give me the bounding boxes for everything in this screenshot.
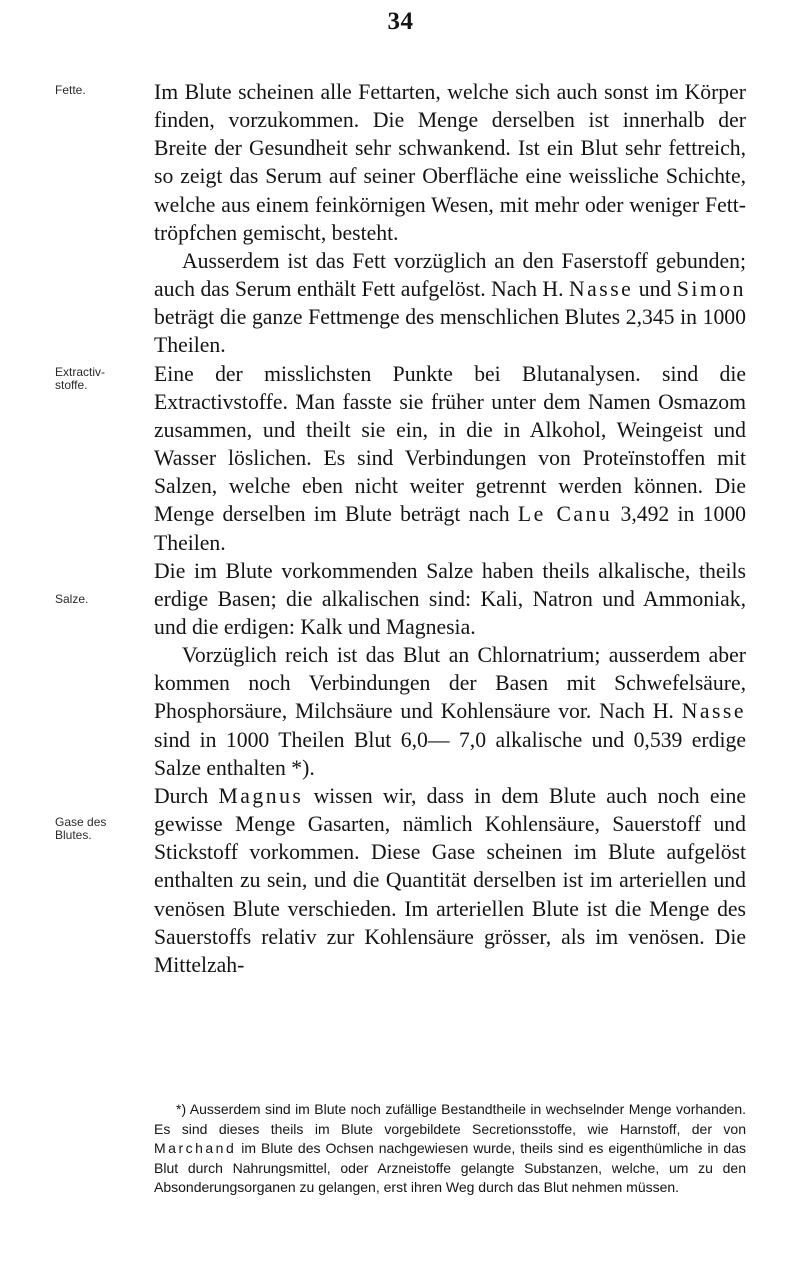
author-name: Marchand: [154, 1140, 237, 1157]
text-run: und: [633, 277, 677, 302]
paragraph: [154, 641, 746, 782]
author-name: Nasse: [681, 699, 746, 724]
text-run: Die im Blute vorkommenden Salze haben theils alkalische, theils erdige Basen; die alkalischen sind: Kali, Natron und Ammoniak, und die erdigen: Kalk und Magnesia.: [154, 558, 746, 639]
text-run: Im Blute scheinen alle Fettarten, welche sich auch sonst im Körper finden, vorzukommen. Die Menge derselben ist innerhalb der Breite der Gesundheit sehr schwankend. Ist ein Blut sehr fettreich, so zeigt das Serum auf seiner Oberfläche eine weissliche Schichte, welche aus einem feinkörnigen Wesen, mit mehr oder weniger Fetttröpfchen gemischt, besteht.: [154, 80, 746, 245]
margin-note-extractivstoffe: Extractiv- stoffe.: [55, 365, 106, 392]
paragraph: [154, 557, 746, 641]
paragraph: [154, 782, 746, 979]
text-run: im Blute des Ochsen nachgewiesen wurde, theils sind es eigenthümliche in das Blut durch Nahrungsmittel, oder Arzneistoffe gelangte Substanzen, welche, um zu den Absonderungsorganen zu gelangen, erst ihren Weg durch das Blut nehmen müssen.: [154, 1140, 746, 1196]
main-text: [154, 78, 746, 979]
text-run: wissen wir, dass in dem Blute auch noch eine gewisse Menge Gasarten, nämlich Kohlensäure, Sauerstoff und Stickstoff vorkommen. Diese Gase scheinen im Blute aufgelöst enthalten zu sein, und die Quantität derselben ist im arteriellen und venösen Blute verschieden. Im arteriellen Blute ist die Menge des Sauerstoffs relativ zur Kohlensäure grösser, als im venösen. Die Mittelzah-: [154, 783, 746, 977]
margin-note-salze: Salze.: [55, 592, 89, 606]
text-run: Vorzüglich reich ist das Blut an Chlornatrium; ausserdem aber kommen noch Verbindungen der Basen mit Schwefelsäure, Phosphorsäure, Milchsäure und Kohlensäure vor. Nach H.: [154, 643, 746, 724]
margin-note-fette: Fette.: [55, 83, 86, 97]
page-number: 34: [387, 8, 414, 35]
margin-note-gase: Gase des Blutes.: [55, 815, 107, 842]
text-run: sind in 1000 Theilen Blut 6,0— 7,0 alkalische und 0,539 erdige Salze enthalten *).: [154, 727, 746, 780]
paragraph: [154, 360, 746, 557]
author-name: Le Canu: [517, 502, 613, 527]
paragraph: [154, 78, 746, 247]
author-name: Simon: [676, 277, 746, 302]
paragraph: [154, 247, 746, 360]
text-run: Durch: [154, 783, 219, 808]
text-run: *) Ausserdem sind im Blute noch zufällige Bestandtheile in wechselnder Menge vorhanden. Es sind dieses theils im Blute vorgebildete Secretionsstoffe, wie Harnstoff, der von: [154, 1101, 746, 1137]
author-name: Nasse: [569, 277, 634, 302]
text-run: 3,492 in 1000 Theilen.: [154, 502, 747, 555]
text-run: Eine der misslichsten Punkte bei Blutanalysen. sind die Extractivstoffe. Man fasste sie früher unter dem Namen Osmazom zusammen, und theilt sie ein, in die in Alkohol, Weingeist und Wasser löslichen. Es sind Verbindungen von Proteïnstoffen mit Salzen, welche eben nicht weiter getrennt werden können. Die Menge derselben im Blute beträgt nach: [154, 361, 746, 527]
text-run: beträgt die ganze Fettmenge des menschlichen Blutes 2,345 in 1000 Theilen.: [154, 305, 746, 358]
text-run: Ausserdem ist das Fett vorzüglich an den Faserstoff gebunden; auch das Serum enthält Fett aufgelöst. Nach H.: [154, 248, 746, 302]
author-name: Magnus: [218, 783, 304, 808]
footnote-text: [154, 1100, 746, 1198]
footnote: [154, 1100, 746, 1198]
